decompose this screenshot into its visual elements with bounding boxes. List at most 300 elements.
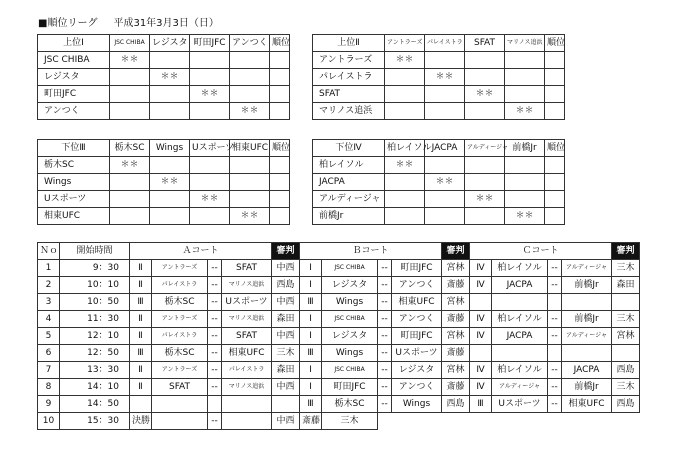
result-cell (110, 174, 150, 191)
court-a-empty (272, 396, 300, 413)
result-cell (190, 157, 230, 174)
court-c-empty (562, 294, 612, 311)
court-b-referee: 宮林 (442, 294, 470, 311)
league-header-team: JACPA (425, 140, 465, 157)
court-a-team-home: アントラーズ (152, 260, 208, 277)
court-a-header: Ａコート (130, 243, 272, 260)
match-time: 12：50 (60, 345, 130, 362)
schedule-row (38, 328, 642, 345)
league-team-name: JSC CHIBA (38, 52, 110, 69)
result-cell (505, 157, 545, 174)
result-cell: ＊＊ (190, 86, 230, 103)
court-a-referee: 森田 (272, 362, 300, 379)
rank-header: 順位 (545, 140, 565, 157)
court-b-league: Ⅲ (300, 345, 322, 362)
league-header-team: 前橋Jr (505, 140, 545, 157)
court-a-league: Ⅲ (130, 294, 152, 311)
result-cell: ＊＊ (505, 103, 545, 120)
result-cell (150, 52, 190, 69)
rank-cell (270, 52, 290, 69)
result-cell (465, 69, 505, 86)
schedule-row (38, 260, 642, 277)
court-b-team-home: JSC CHIBA (322, 260, 378, 277)
match-time: 13：30 (60, 362, 130, 379)
court-b-league: Ⅲ (300, 396, 322, 413)
court-c-team-away: JACPA (562, 362, 612, 379)
league-header-team: SFAT (465, 35, 505, 52)
court-b-team-away: 町田JFC (392, 260, 442, 277)
schedule-row (38, 413, 642, 430)
match-time: 14：50 (60, 396, 130, 413)
court-c-league: Ⅳ (470, 379, 492, 396)
court-a-empty (222, 396, 272, 413)
league-team-name: アンつく (38, 103, 110, 120)
result-cell (425, 52, 465, 69)
schedule-row (38, 345, 642, 362)
league-header-team: レジスタ (150, 35, 190, 52)
court-a-league: Ⅱ (130, 379, 152, 396)
court-a-vs: -- (208, 294, 222, 311)
result-cell (505, 86, 545, 103)
schedule-table (37, 242, 642, 430)
court-a-empty (130, 396, 152, 413)
court-c-vs: -- (548, 328, 562, 345)
result-cell (385, 191, 425, 208)
final-team-away (222, 413, 272, 430)
court-b-referee: 宮林 (442, 362, 470, 379)
court-c-league: Ⅳ (470, 311, 492, 328)
result-cell (110, 208, 150, 225)
league-header-team: マリノス追浜 (505, 35, 545, 52)
league-header-team: 柏レイソル (385, 140, 425, 157)
court-c-team-away: 前橋Jr (562, 379, 612, 396)
court-c-team-home: 柏レイソル (492, 260, 548, 277)
league-team-name: Wings (38, 174, 110, 191)
court-b-team-home: Wings (322, 345, 378, 362)
rank-cell (545, 191, 565, 208)
league-team-name: 柏レイソル (313, 157, 385, 174)
court-a-team-away: 相東UFC (222, 345, 272, 362)
result-cell (150, 157, 190, 174)
result-cell: ＊＊ (230, 103, 270, 120)
court-c-league: Ⅳ (470, 328, 492, 345)
result-cell (110, 86, 150, 103)
court-b-team-away: 相東UFC (392, 294, 442, 311)
rank-cell (270, 103, 290, 120)
court-b-team-home: レジスタ (322, 328, 378, 345)
court-a-team-home: パレイストラ (152, 328, 208, 345)
match-time: 9：30 (60, 260, 130, 277)
result-cell (465, 174, 505, 191)
schedule-row (38, 396, 642, 413)
court-a-referee: 中西 (272, 379, 300, 396)
result-cell (190, 69, 230, 86)
ref-header: 審判 (612, 243, 640, 260)
result-cell: ＊＊ (150, 69, 190, 86)
court-c-referee: 三木 (612, 311, 640, 328)
match-time: 10：50 (60, 294, 130, 311)
rank-cell (545, 52, 565, 69)
league-header-team: アンつく (230, 35, 270, 52)
court-c-empty (492, 345, 548, 362)
league-team-name: アントラーズ (313, 52, 385, 69)
empty-cell (392, 413, 442, 430)
court-b-team-home: JSC CHIBA (322, 311, 378, 328)
league-team-name: JACPA (313, 174, 385, 191)
no-header: Ｎｏ (38, 243, 60, 260)
result-cell: ＊＊ (150, 174, 190, 191)
empty-cell (612, 413, 640, 430)
schedule-row (38, 362, 642, 379)
result-cell: ＊＊ (425, 69, 465, 86)
court-a-vs: -- (208, 311, 222, 328)
court-b-referee: 宮林 (442, 328, 470, 345)
result-cell: ＊＊ (465, 86, 505, 103)
league-team-name: アルディージャ (313, 191, 385, 208)
court-c-empty (470, 345, 492, 362)
result-cell (385, 103, 425, 120)
result-cell: ＊＊ (230, 208, 270, 225)
court-a-team-home: アントラーズ (152, 311, 208, 328)
league-table (37, 139, 290, 225)
league-table (37, 34, 290, 120)
court-a-referee: 中西 (272, 294, 300, 311)
court-a-vs: -- (208, 328, 222, 345)
court-a-vs: -- (208, 345, 222, 362)
court-b-vs: -- (378, 345, 392, 362)
result-cell (465, 208, 505, 225)
court-b-team-away: Wings (392, 396, 442, 413)
rank-cell (545, 208, 565, 225)
court-a-vs: -- (208, 362, 222, 379)
court-c-vs: -- (548, 396, 562, 413)
empty-cell (548, 413, 562, 430)
final-label: 決勝 (130, 413, 152, 430)
court-b-vs: -- (378, 311, 392, 328)
rank-cell (270, 69, 290, 86)
match-time: 15：30 (60, 413, 130, 430)
result-cell (425, 103, 465, 120)
rank-header: 順位 (270, 35, 290, 52)
court-a-team-home: パレイストラ (152, 277, 208, 294)
result-cell (230, 174, 270, 191)
court-a-team-away: マリノス追浜 (222, 277, 272, 294)
court-b-referee: 斎藤 (442, 277, 470, 294)
league-header-team: JSC CHIBA (110, 35, 150, 52)
court-b-team-away: 町田JFC (392, 328, 442, 345)
court-b-referee: 斎藤 (442, 379, 470, 396)
match-no: 5 (38, 328, 60, 345)
court-b-team-home: JSC CHIBA (322, 362, 378, 379)
court-b-header: Ｂコート (300, 243, 442, 260)
court-c-vs: -- (548, 362, 562, 379)
result-cell: ＊＊ (425, 174, 465, 191)
court-c-referee: 西島 (612, 362, 640, 379)
court-b-team-home: 町田JFC (322, 379, 378, 396)
result-cell (465, 157, 505, 174)
result-cell (425, 208, 465, 225)
league-table (312, 139, 565, 225)
league-team-name: パレイストラ (313, 69, 385, 86)
court-a-team-away: パレイストラ (222, 362, 272, 379)
league-table (312, 34, 565, 120)
rank-cell (545, 103, 565, 120)
court-b-team-home: レジスタ (322, 277, 378, 294)
league-team-name: レジスタ (38, 69, 110, 86)
result-cell (505, 69, 545, 86)
result-cell (505, 174, 545, 191)
league-team-name: 前橋Jr (313, 208, 385, 225)
match-no: 9 (38, 396, 60, 413)
result-cell (425, 86, 465, 103)
court-b-referee: 宮林 (442, 260, 470, 277)
court-b-league: Ⅲ (300, 294, 322, 311)
league-name: 上位Ⅱ (313, 35, 385, 52)
league-team-name: SFAT (313, 86, 385, 103)
court-a-league: Ⅲ (130, 345, 152, 362)
league-team-name: Uスポーツ (38, 191, 110, 208)
result-cell (110, 103, 150, 120)
court-a-team-away: Uスポーツ (222, 294, 272, 311)
court-b-league: Ⅰ (300, 311, 322, 328)
court-b-vs: -- (378, 396, 392, 413)
court-b-vs: -- (378, 328, 392, 345)
empty-cell (378, 413, 392, 430)
result-cell: ＊＊ (385, 157, 425, 174)
court-c-empty (548, 294, 562, 311)
league-team-name: 栃木SC (38, 157, 110, 174)
match-time: 14：10 (60, 379, 130, 396)
empty-cell (442, 413, 470, 430)
result-cell (150, 86, 190, 103)
result-cell (150, 191, 190, 208)
schedule-row (38, 379, 642, 396)
league-team-name: 相東UFC (38, 208, 110, 225)
court-a-team-home: 栃木SC (152, 345, 208, 362)
result-cell (505, 191, 545, 208)
court-c-empty (548, 345, 562, 362)
match-no: 10 (38, 413, 60, 430)
court-b-vs: -- (378, 294, 392, 311)
empty-cell (641, 413, 642, 430)
court-b-team-away: アンつく (392, 379, 442, 396)
court-c-team-home: JACPA (492, 277, 548, 294)
court-b-referee: 西島 (442, 396, 470, 413)
result-cell (425, 191, 465, 208)
rank-cell (270, 208, 290, 225)
court-a-referee: 西島 (272, 277, 300, 294)
court-a-referee: 中西 (272, 260, 300, 277)
court-c-league: Ⅲ (470, 396, 492, 413)
match-no: 6 (38, 345, 60, 362)
rank-cell (545, 157, 565, 174)
court-b-team-away: アンつく (392, 277, 442, 294)
result-cell: ＊＊ (110, 52, 150, 69)
result-cell (465, 103, 505, 120)
league-header-team: パレイストラ (425, 35, 465, 52)
final-referee-2: 斎藤 (300, 413, 322, 430)
court-c-team-home: JACPA (492, 328, 548, 345)
page-title (38, 14, 235, 29)
court-c-empty (492, 294, 548, 311)
result-cell (385, 174, 425, 191)
rank-cell (270, 174, 290, 191)
court-a-team-away: マリノス追浜 (222, 379, 272, 396)
rank-cell (545, 174, 565, 191)
court-a-team-away: SFAT (222, 260, 272, 277)
final-team-home (152, 413, 208, 430)
empty-cell (492, 413, 548, 430)
result-cell: ＊＊ (110, 157, 150, 174)
result-cell (465, 52, 505, 69)
court-c-team-away: アルディージャ (562, 328, 612, 345)
league-header-team: 町田JFC (190, 35, 230, 52)
court-c-team-away: 前橋Jr (562, 277, 612, 294)
match-time: 10：10 (60, 277, 130, 294)
court-b-league: Ⅰ (300, 277, 322, 294)
rank-cell (545, 86, 565, 103)
result-cell (230, 86, 270, 103)
court-a-referee: 中西 (272, 328, 300, 345)
court-c-referee: 西島 (612, 396, 640, 413)
court-a-team-home: 栃木SC (152, 294, 208, 311)
court-b-league: Ⅰ (300, 328, 322, 345)
time-header: 開始時間 (60, 243, 130, 260)
result-cell (190, 103, 230, 120)
court-c-team-home: Uスポーツ (492, 396, 548, 413)
court-a-referee: 三木 (272, 345, 300, 362)
result-cell (190, 174, 230, 191)
court-b-team-away: アンつく (392, 311, 442, 328)
court-c-vs: -- (548, 260, 562, 277)
match-no: 1 (38, 260, 60, 277)
court-a-empty (208, 396, 222, 413)
court-b-vs: -- (378, 379, 392, 396)
result-cell: ＊＊ (505, 208, 545, 225)
court-a-team-away: SFAT (222, 328, 272, 345)
final-referee: 中西 (272, 413, 300, 430)
result-cell (425, 157, 465, 174)
result-cell (190, 52, 230, 69)
title-marker: ■順位リーグ (38, 18, 98, 29)
result-cell (385, 69, 425, 86)
league-name: 上位Ⅰ (38, 35, 110, 52)
court-c-vs: -- (548, 379, 562, 396)
court-a-team-home: アントラーズ (152, 362, 208, 379)
court-b-league: Ⅰ (300, 260, 322, 277)
court-b-vs: -- (378, 260, 392, 277)
court-c-referee: 宮林 (612, 328, 640, 345)
result-cell (110, 69, 150, 86)
league-header-team: アルディージャ (465, 140, 505, 157)
court-a-league: Ⅱ (130, 277, 152, 294)
empty-cell (562, 413, 612, 430)
court-a-league: Ⅱ (130, 260, 152, 277)
league-team-name: 町田JFC (38, 86, 110, 103)
court-b-team-away: レジスタ (392, 362, 442, 379)
result-cell (110, 191, 150, 208)
league-header-team: 相東UFC (230, 140, 270, 157)
match-no: 3 (38, 294, 60, 311)
schedule-row (38, 277, 642, 294)
result-cell (385, 86, 425, 103)
court-c-header: Ｃコート (470, 243, 612, 260)
court-b-team-home: Wings (322, 294, 378, 311)
final-referee-3: 三木 (322, 413, 378, 430)
court-c-league: Ⅳ (470, 260, 492, 277)
match-no: 4 (38, 311, 60, 328)
match-no: 2 (38, 277, 60, 294)
match-no: 7 (38, 362, 60, 379)
result-cell (150, 208, 190, 225)
court-b-vs: -- (378, 362, 392, 379)
rank-cell (270, 157, 290, 174)
league-name: 下位Ⅳ (313, 140, 385, 157)
court-c-league: Ⅳ (470, 362, 492, 379)
court-c-vs: -- (548, 277, 562, 294)
final-vs: -- (208, 413, 222, 430)
court-c-empty (612, 345, 640, 362)
league-header-team: 栃木SC (110, 140, 150, 157)
rank-cell (270, 191, 290, 208)
court-b-team-home: 栃木SC (322, 396, 378, 413)
result-cell (230, 52, 270, 69)
court-a-team-away: マリノス追浜 (222, 311, 272, 328)
court-a-empty (152, 396, 208, 413)
court-b-league: Ⅰ (300, 379, 322, 396)
result-cell (230, 191, 270, 208)
schedule-row (38, 294, 642, 311)
court-a-vs: -- (208, 379, 222, 396)
match-time: 12：10 (60, 328, 130, 345)
ref-header: 審判 (442, 243, 470, 260)
league-header-team: アントラーズ (385, 35, 425, 52)
league-header-team: Wings (150, 140, 190, 157)
result-cell (150, 103, 190, 120)
court-b-league: Ⅰ (300, 362, 322, 379)
result-cell (505, 52, 545, 69)
court-a-league: Ⅱ (130, 311, 152, 328)
court-a-vs: -- (208, 277, 222, 294)
court-c-vs: -- (548, 311, 562, 328)
court-c-referee: 三木 (612, 260, 640, 277)
court-a-referee: 森田 (272, 311, 300, 328)
league-name: 下位Ⅲ (38, 140, 110, 157)
court-a-vs: -- (208, 260, 222, 277)
rank-cell (545, 69, 565, 86)
court-c-referee: 森田 (612, 277, 640, 294)
match-time: 11：30 (60, 311, 130, 328)
result-cell (230, 157, 270, 174)
court-c-empty (562, 345, 612, 362)
league-team-name: マリノス追浜 (313, 103, 385, 120)
court-c-team-home: 柏レイソル (492, 362, 548, 379)
result-cell: ＊＊ (385, 52, 425, 69)
court-b-referee: 斎藤 (442, 311, 470, 328)
court-a-league: Ⅱ (130, 362, 152, 379)
result-cell (385, 208, 425, 225)
court-b-team-away: Uスポーツ (392, 345, 442, 362)
result-cell: ＊＊ (190, 191, 230, 208)
schedule-row (38, 311, 642, 328)
result-cell (190, 208, 230, 225)
court-c-empty (612, 294, 640, 311)
court-c-referee: 三木 (612, 379, 640, 396)
court-c-team-away: 相東UFC (562, 396, 612, 413)
match-no: 8 (38, 379, 60, 396)
court-a-league: Ⅱ (130, 328, 152, 345)
court-c-team-home: アルディージャ (492, 379, 548, 396)
